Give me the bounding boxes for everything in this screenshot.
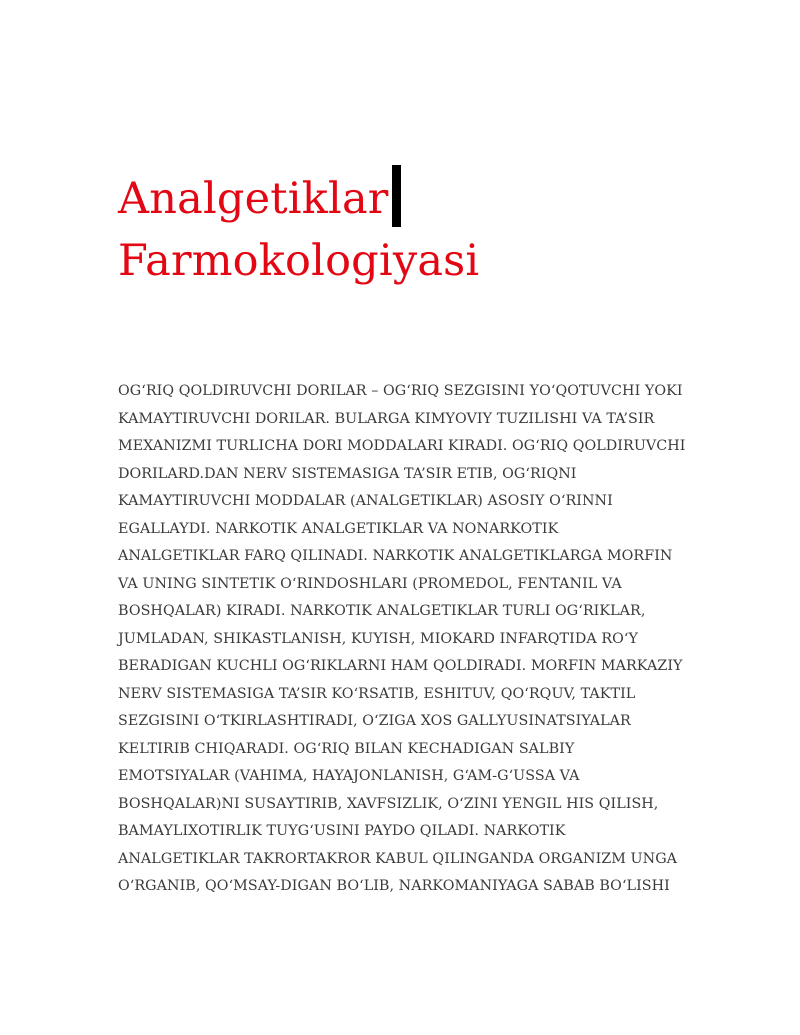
body-line: KAMAYTIRUVCHI DORILAR. BULARGA KIMYOVIY TUZILISHI VA TA’SIR — [118, 410, 655, 427]
body-line: EMOTSIYALAR (VAHIMA, HAYAJONLANISH, G‘AM-G‘USSA VA — [118, 768, 580, 784]
title-line-1-text: Analgetiklar — [118, 174, 389, 224]
body-line: NERV SISTEMASIGA TA’SIR KO‘RSATIB, ESHITUV, QO‘RQUV, TAKTIL — [118, 685, 636, 702]
body-line: ANALGETIKLAR TAKRORTAKROR KABUL QILINGANDA ORGANIZM UNGA — [118, 850, 678, 867]
document-title — [118, 168, 479, 292]
body-line: SEZGISINI O‘TKIRLASHTIRADI, O‘ZIGA XOS GALLYUSINATSIYALAR — [118, 713, 631, 729]
body-line: OG‘RIQ QOLDIRUVCHI DORILAR – OG‘RIQ SEZGISINI YO‘QOTUVCHI YOKI — [118, 383, 683, 399]
body-line: KAMAYTIRUVCHI MODDALAR (ANALGETIKLAR) ASOSIY O‘RINNI — [118, 493, 613, 509]
body-line: BAMAYLIXOTIRLIK TUYG‘USINI PAYDO QILADI. NARKOTIK — [118, 823, 566, 839]
body-line: O‘RGANIB, QO‘MSAY-DIGAN BO‘LIB, NARKOMANIYAGA SABAB BO‘LISHI — [118, 878, 670, 894]
body-line: KELTIRIB CHIQARADI. OG‘RIQ BILAN KECHADIGAN SALBIY — [118, 740, 575, 757]
body-paragraph — [118, 378, 698, 901]
title-line-2: Farmokologiyasi — [118, 236, 480, 286]
body-line: DORILARD.DAN NERV SISTEMASIGA TA’SIR ETIB, OG‘RIQNI — [118, 465, 577, 482]
body-line: JUMLADAN, SHIKASTLANISH, KUYISH, MIOKARD INFARQTIDA RO‘Y — [118, 630, 638, 647]
body-line: BERADIGAN KUCHLI OG‘RIKLARNI HAM QOLDIRADI. MORFIN MARKAZIY — [118, 658, 683, 674]
title-line-1 — [118, 168, 479, 230]
body-line: VA UNING SINTETIK O‘RINDOSHLARI (PROMEDOL, FENTANIL VA — [118, 575, 622, 592]
body-line: ANALGETIKLAR FARQ QILINADI. NARKOTIK ANALGETIKLARGA MORFIN — [118, 548, 673, 564]
body-line: EGALLAYDI. NARKOTIK ANALGETIKLAR VA NONARKOTIK — [118, 520, 559, 537]
body-line: BOSHQALAR)NI SUSAYTIRIB, XAVFSIZLIK, O‘ZINI YENGIL HIS QILISH, — [118, 795, 659, 812]
text-cursor — [392, 165, 401, 227]
body-line: MEXANIZMI TURLICHA DORI MODDALARI KIRADI. OG‘RIQ QOLDIRUVCHI — [118, 438, 686, 454]
body-line: BOSHQALAR) KIRADI. NARKOTIK ANALGETIKLAR TURLI OG‘RIKLAR, — [118, 603, 646, 619]
